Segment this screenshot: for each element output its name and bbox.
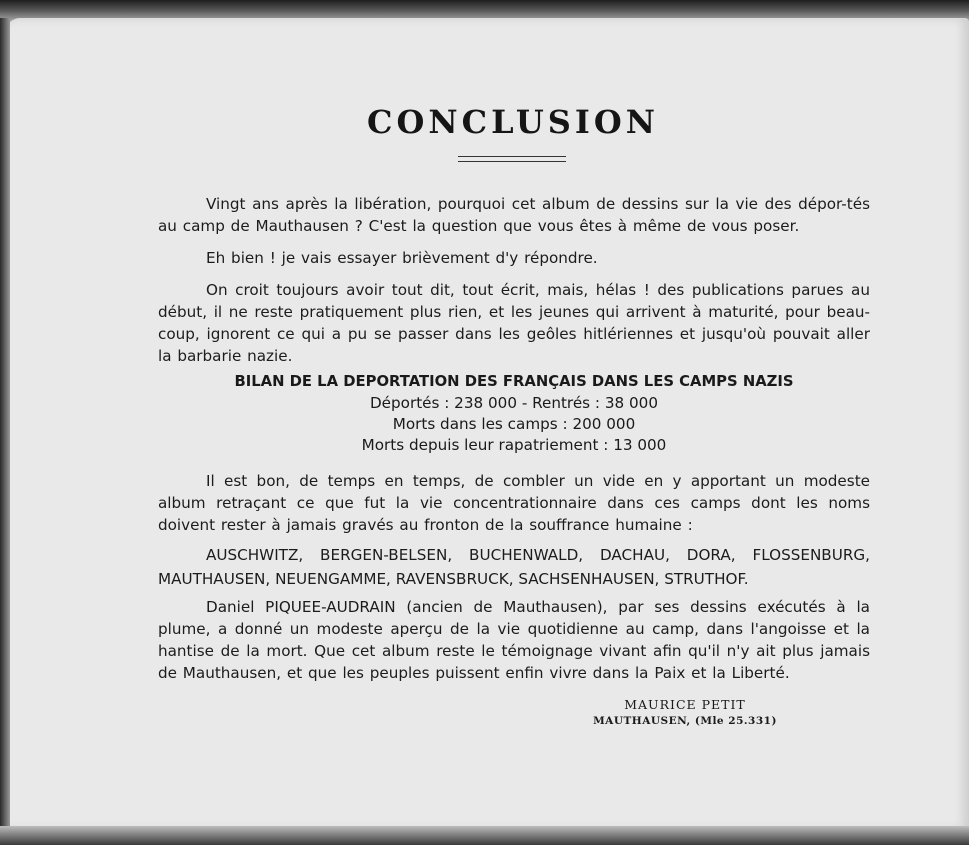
summary-line-morts-rapatriement: Morts depuis leur rapatriement : 13 000 (361, 436, 667, 454)
deportation-summary (158, 371, 870, 456)
signature-name: MAURICE PETIT (624, 697, 746, 712)
camp-names: AUSCHWITZ, BERGEN-BELSEN, BUCHENWALD, DACHAU, DORA, FLOSSENBURG, MAUTHAUSEN, NEUENGAMME, RAVENSBRUCK, SACHSENHAUSEN, STRUTHOF. (158, 546, 870, 588)
scan-bottom-edge (0, 826, 969, 845)
paragraph-answer: Eh bien ! je vais essayer brièvement d'y répondre. (206, 249, 598, 267)
signature-block (540, 697, 830, 727)
title-double-rule (458, 156, 566, 162)
summary-title: BILAN DE LA DEPORTATION DES FRANÇAIS DANS LES CAMPS NAZIS (234, 373, 794, 390)
summary-line-deportes: Déportés : 238 000 - Rentrés : 38 000 (369, 394, 658, 412)
paragraph-album: Il est bon, de temps en temps, de combler un vide en y apportant un modeste album retraçant ce que fut la vie concentrationnaire dans ces camps dont les noms doivent rester à jamais gravés au fronton de la souffrance humaine : (158, 472, 870, 534)
summary-line-morts-camps: Morts dans les camps : 200 000 (392, 415, 636, 433)
signature-detail: MAUTHAUSEN, (Mle 25.331) (593, 715, 777, 727)
paragraph-publications: On croit toujours avoir tout dit, tout écrit, mais, hélas ! des publications parues au début, il ne reste pratiquement plus rien, et les jeunes qui arrivent à maturité, pour beau-coup, ignorent ce qui a pu se passer dans les geôles hitlériennes et jusqu'où pouvait aller la barbarie nazie. (158, 281, 870, 365)
paragraph-intro: Vingt ans après la libération, pourquoi cet album de dessins sur la vie des dépor-tés au camp de Mauthausen ? C'est la question que vous êtes à même de vous poser. (158, 195, 870, 235)
page-title: CONCLUSION (367, 103, 659, 141)
paragraph-artist: Daniel PIQUEE-AUDRAIN (ancien de Mauthausen), par ses dessins exécutés à la plume, a donné un modeste aperçu de la vie quotidienne au camp, dans l'angoisse et la hantise de la mort. Que cet album reste le témoignage vivant afin qu'il n'y ait plus jamais de Mauthausen, et que les peuples puissent enfin vivre dans la Paix et la Liberté. (158, 598, 870, 682)
